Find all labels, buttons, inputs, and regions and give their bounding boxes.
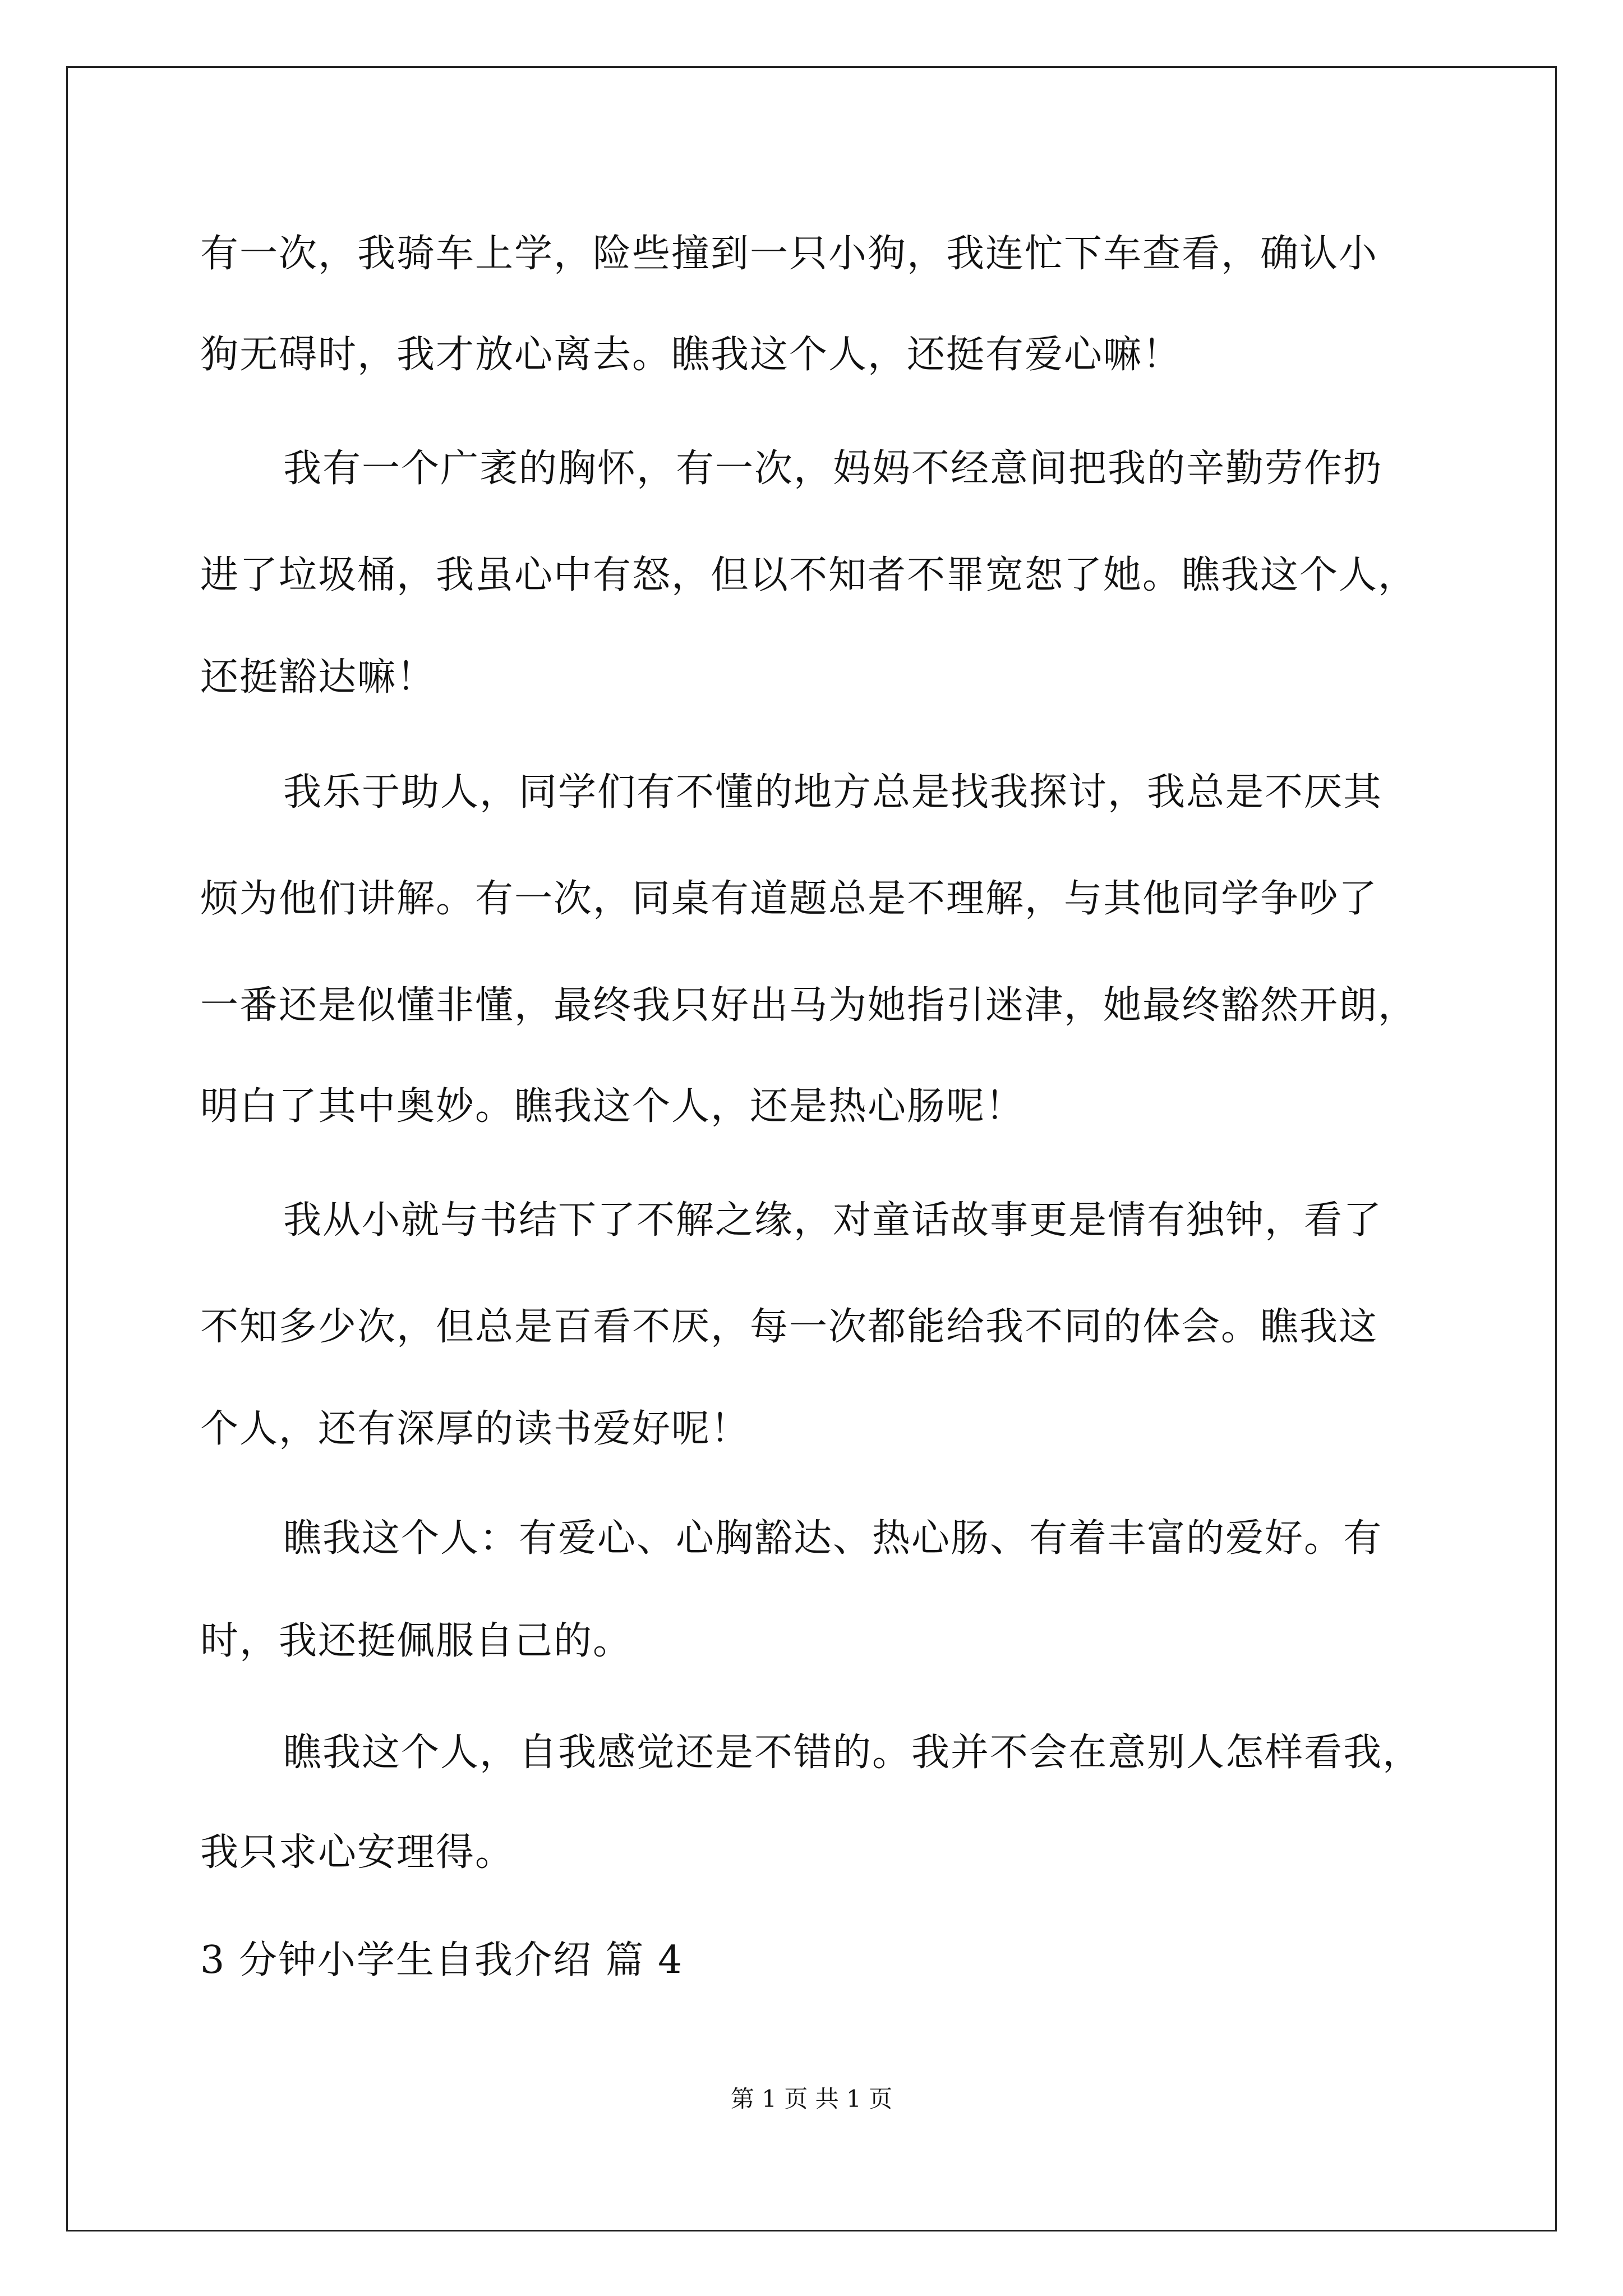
- text-line: 我从小就与书结下了不解之缘，对童话故事更是情有独钟，看了: [283, 1198, 1383, 1243]
- page-border: [66, 66, 1557, 2231]
- text-line: 个人，还有深厚的读书爱好呢！: [200, 1407, 750, 1451]
- text-line: 瞧我这个人，自我感觉还是不错的。我并不会在意别人怎样看我，: [283, 1731, 1422, 1775]
- page-footer: 第 1 页 共 1 页: [730, 2085, 893, 2113]
- text-line: 有一次，我骑车上学，险些撞到一只小狗，我连忙下车查看，确认小: [200, 232, 1378, 276]
- text-line: 还挺豁达嘛！: [200, 655, 436, 700]
- text-line: 烦为他们讲解。有一次，同桌有道题总是不理解，与其他同学争吵了: [200, 877, 1378, 921]
- text-line: 我有一个广袤的胸怀，有一次，妈妈不经意间把我的辛勤劳作扔: [283, 447, 1383, 491]
- text-line: 进了垃圾桶，我虽心中有怒，但以不知者不罪宽恕了她。瞧我这个人，: [200, 553, 1418, 597]
- text-line: 时，我还挺佩服自己的。: [200, 1619, 633, 1663]
- text-line: 明白了其中奥妙。瞧我这个人，还是热心肠呢！: [200, 1084, 1025, 1129]
- text-line: 我只求心安理得。: [200, 1830, 515, 1875]
- text-line: 我乐于助人，同学们有不懂的地方总是找我探讨，我总是不厌其: [283, 770, 1383, 815]
- section-heading: 3 分钟小学生自我介绍 篇 4: [200, 1938, 684, 1982]
- text-line: 一番还是似懂非懂，最终我只好出马为她指引迷津，她最终豁然开朗，: [200, 983, 1418, 1028]
- text-line: 狗无碍时，我才放心离去。瞧我这个人，还挺有爱心嘛！: [200, 333, 1182, 377]
- text-line: 瞧我这个人：有爱心、心胸豁达、热心肠、有着丰富的爱好。有: [283, 1516, 1383, 1561]
- text-line: 不知多少次，但总是百看不厌，每一次都能给我不同的体会。瞧我这: [200, 1305, 1378, 1349]
